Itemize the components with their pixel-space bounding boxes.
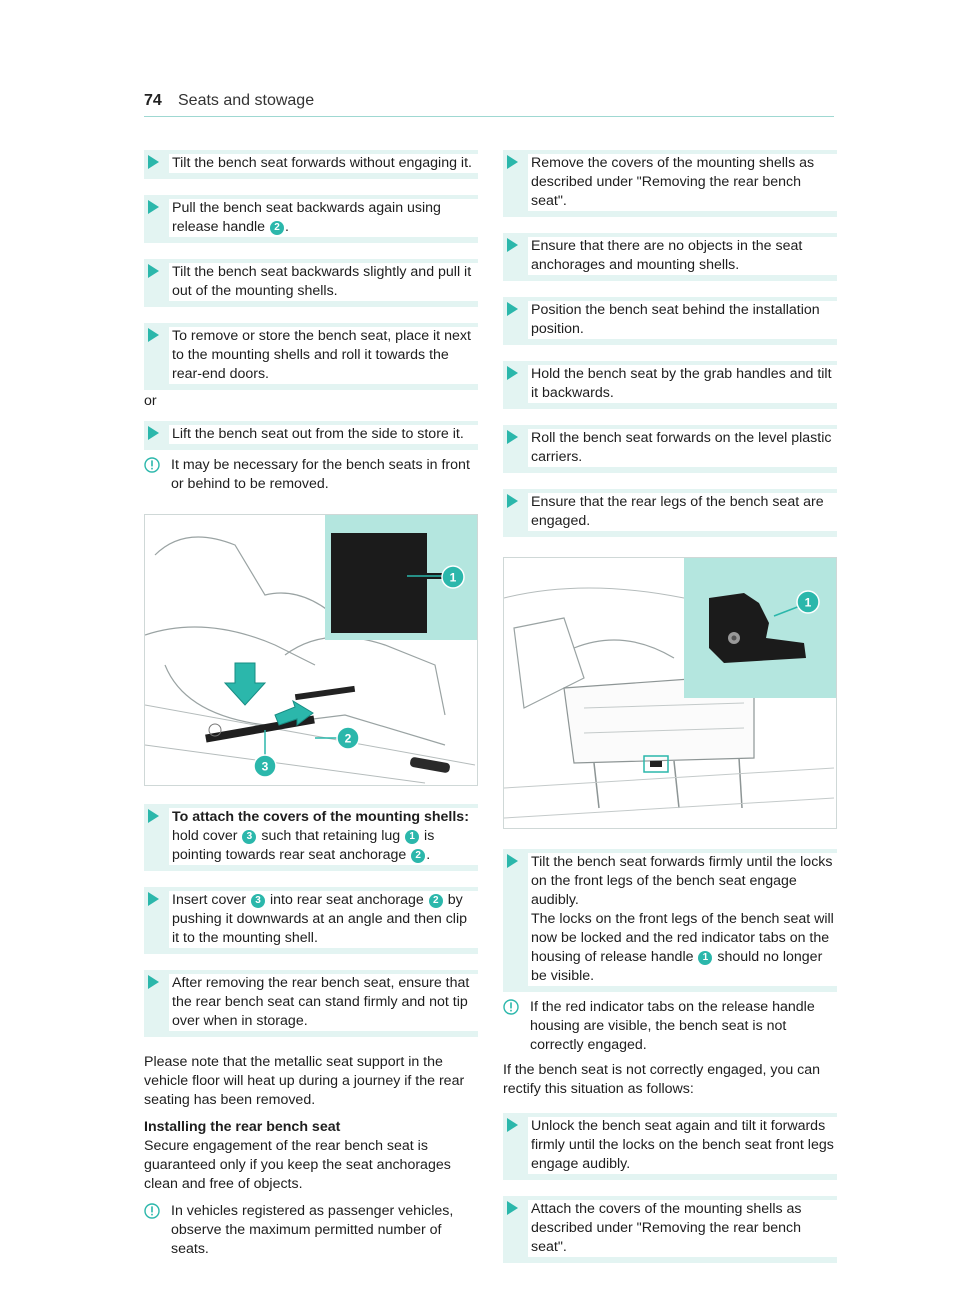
arrow-right-icon bbox=[507, 1118, 518, 1132]
step-text: Attach the covers of the mounting shells as described under "Removing the rear bench seat". bbox=[528, 1200, 837, 1257]
step-item bbox=[144, 804, 478, 871]
callout-badge: 3 bbox=[251, 894, 265, 908]
arrow-right-icon bbox=[148, 809, 159, 823]
step-text: Tilt the bench seat forwards firmly until the locks on the front legs of the bench seat engage audibly. The locks on the front legs of the bench seat will now be locked and the red indicator tabs on the housing of release handle 1 should no longer be visible. bbox=[528, 853, 837, 986]
figure-mounting-shell-cover bbox=[144, 514, 478, 786]
callout-badge: 2 bbox=[429, 894, 443, 908]
step-item bbox=[503, 849, 837, 992]
header-rule bbox=[144, 116, 834, 117]
step-text: Roll the bench seat forwards on the level plastic carriers. bbox=[528, 429, 837, 467]
step-text: To attach the covers of the mounting shells: hold cover 3 such that retaining lug 1 is pointing towards rear seat anchorage 2 . bbox=[169, 808, 478, 865]
left-column bbox=[144, 150, 478, 1273]
svg-text:1: 1 bbox=[804, 595, 812, 610]
step-text: Lift the bench seat out from the side to store it. bbox=[169, 425, 478, 444]
step-text: Ensure that the rear legs of the bench seat are engaged. bbox=[528, 493, 837, 531]
right-column bbox=[503, 150, 837, 1279]
paragraph: Secure engagement of the rear bench seat is guaranteed only if you keep the seat anchorages clean and free of objects. bbox=[144, 1138, 451, 1192]
arrow-right-icon bbox=[148, 155, 159, 169]
info-icon bbox=[503, 999, 519, 1015]
callout-badge: 2 bbox=[411, 849, 425, 863]
page-header bbox=[144, 92, 834, 120]
page-number: 74 bbox=[144, 92, 162, 109]
step-item bbox=[503, 361, 837, 409]
callout-badge: 1 bbox=[698, 951, 712, 965]
step-text: Remove the covers of the mounting shells as described under "Removing the rear bench seat". bbox=[528, 154, 837, 211]
step-text: Tilt the bench seat backwards slightly and pull it out of the mounting shells. bbox=[169, 263, 478, 301]
paragraph: If the bench seat is not correctly engaged, you can rectify this situation as follows: bbox=[503, 1062, 821, 1097]
step-item bbox=[503, 297, 837, 345]
arrow-right-icon bbox=[148, 426, 159, 440]
section-heading: Installing the rear bench seat bbox=[144, 1119, 341, 1135]
step-item bbox=[144, 195, 478, 243]
info-icon bbox=[144, 1203, 160, 1219]
step-item bbox=[503, 1196, 837, 1263]
callout-1 bbox=[442, 566, 464, 588]
note bbox=[144, 1202, 478, 1259]
step-item bbox=[144, 150, 478, 179]
step-text: Tilt the bench seat forwards without engaging it. bbox=[169, 154, 478, 173]
step-text: Insert cover 3 into rear seat anchorage 2 by pushing it downwards at an angle and then clip it to the mounting shell. bbox=[169, 891, 478, 948]
note-text: If the red indicator tabs on the release handle housing are visible, the bench seat is not correctly engaged. bbox=[530, 999, 815, 1053]
note-text: It may be necessary for the bench seats in front or behind to be removed. bbox=[171, 457, 470, 492]
step-item bbox=[503, 233, 837, 281]
step-item bbox=[144, 259, 478, 307]
arrow-right-icon bbox=[148, 264, 159, 278]
arrow-right-icon bbox=[507, 155, 518, 169]
step-text: After removing the rear bench seat, ensure that the rear bench seat can stand firmly and not tip over when in storage. bbox=[169, 974, 478, 1031]
callout-badge: 2 bbox=[270, 221, 284, 235]
note bbox=[144, 456, 478, 494]
step-item bbox=[144, 323, 478, 390]
step-item bbox=[144, 421, 478, 450]
arrow-right-icon bbox=[148, 892, 159, 906]
arrow-right-icon bbox=[507, 366, 518, 380]
svg-text:3: 3 bbox=[261, 759, 269, 774]
step-item bbox=[503, 150, 837, 217]
step-item bbox=[144, 887, 478, 954]
arrow-right-icon bbox=[507, 302, 518, 316]
step-text: Ensure that there are no objects in the seat anchorages and mounting shells. bbox=[528, 237, 837, 275]
step-text: To remove or store the bench seat, place it next to the mounting shells and roll it towards the rear-end doors. bbox=[169, 327, 478, 384]
step-item bbox=[503, 489, 837, 537]
callout-3 bbox=[254, 755, 276, 777]
step-text: Pull the bench seat backwards again using release handle 2 . bbox=[169, 199, 478, 237]
note bbox=[503, 998, 837, 1055]
step-item bbox=[503, 425, 837, 473]
arrow-right-icon bbox=[507, 494, 518, 508]
paragraph: Please note that the metallic seat support in the vehicle floor will heat up during a journey if the rear seating has been removed. bbox=[144, 1054, 465, 1108]
arrow-right-icon bbox=[507, 854, 518, 868]
arrow-right-icon bbox=[148, 328, 159, 342]
note-text: In vehicles registered as passenger vehicles, observe the maximum permitted number of seats. bbox=[171, 1203, 454, 1257]
section-title: Seats and stowage bbox=[178, 92, 315, 109]
or-text: or bbox=[144, 393, 157, 409]
step-text: Hold the bench seat by the grab handles and tilt it backwards. bbox=[528, 365, 837, 403]
callout-badge: 3 bbox=[242, 830, 256, 844]
arrow-right-icon bbox=[148, 975, 159, 989]
svg-text:2: 2 bbox=[344, 731, 352, 746]
arrow-right-icon bbox=[148, 200, 159, 214]
figure-release-handle bbox=[503, 557, 837, 829]
callout-1 bbox=[797, 591, 819, 613]
step-item bbox=[503, 1113, 837, 1180]
arrow-right-icon bbox=[507, 430, 518, 444]
svg-text:1: 1 bbox=[449, 570, 457, 585]
callout-2 bbox=[337, 727, 359, 749]
step-text: Position the bench seat behind the installation position. bbox=[528, 301, 837, 339]
callout-badge: 1 bbox=[405, 830, 419, 844]
arrow-right-icon bbox=[507, 1201, 518, 1215]
arrow-right-icon bbox=[507, 238, 518, 252]
step-item bbox=[144, 970, 478, 1037]
step-text: Unlock the bench seat again and tilt it forwards firmly until the locks on the bench seat front legs engage audibly. bbox=[528, 1117, 837, 1174]
info-icon bbox=[144, 457, 160, 473]
